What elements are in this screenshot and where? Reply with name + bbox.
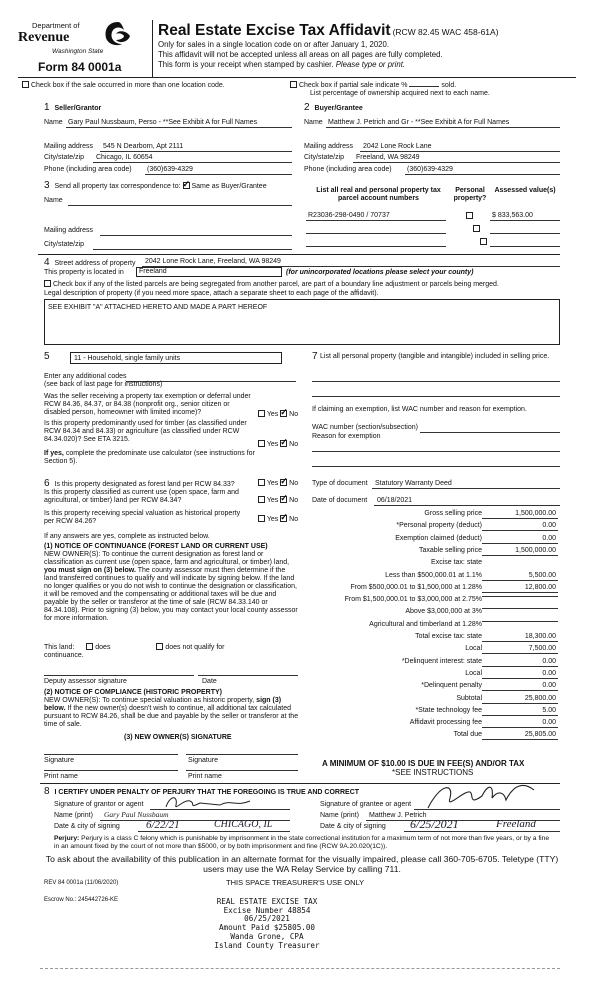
s5-q2-answer <box>258 440 298 449</box>
seller-name-label: Name <box>44 119 63 126</box>
dor-swirl-icon <box>102 20 134 48</box>
personal-property-checkbox[interactable] <box>480 238 487 245</box>
owner-signature-line-1[interactable] <box>44 754 178 755</box>
reason-line1[interactable] <box>312 451 560 452</box>
perjury-label: Perjury: <box>54 835 80 842</box>
stamp-line-3: 06/25/2021 <box>244 914 290 924</box>
new-owner-signature-title: (3) NEW OWNER(S) SIGNATURE <box>124 734 232 741</box>
reason-line2[interactable] <box>312 466 560 467</box>
certify-label: I CERTIFY UNDER PENALTY OF PERJURY THAT THE FOREGOING IS TRUE AND CORRECT <box>54 789 360 796</box>
deputy-signature-label: Deputy assessor signature <box>44 678 127 685</box>
s5-q1-no[interactable] <box>280 410 287 417</box>
doc-date-field[interactable]: 06/18/2021 <box>377 497 413 504</box>
notice-continuance-title: (1) NOTICE OF CONTINUANCE (FOREST LAND OR CURRENT USE) <box>44 543 268 550</box>
calc-label: Total due <box>453 731 482 738</box>
grantor-name-label: Name (print) <box>54 812 93 819</box>
buyer-name-label: Name <box>304 119 323 126</box>
seller-phone-label: Phone (including area code) <box>44 166 132 173</box>
owner-print-label-2: Print name <box>188 773 222 780</box>
header-sub3: This form is your receipt when stamped by cashier. <box>158 60 334 69</box>
grantee-signature-scrawl <box>424 780 544 812</box>
parcel-header: List all real and personal property tax parcel account numbers <box>316 187 441 203</box>
partial-sale-row <box>290 81 456 90</box>
personal-property-line2[interactable] <box>312 396 560 397</box>
calc-label: Less than $500,000.01 at 1.1% <box>385 572 482 579</box>
corr-mail-label: Mailing address <box>44 227 94 234</box>
yes-label: Yes <box>266 411 279 418</box>
corr-city-label: City/state/zip <box>44 241 85 248</box>
calc-label: From $1,500,000.01 to $3,000,000 at 2.75% <box>344 596 482 603</box>
no-label: No <box>289 411 299 418</box>
partial-sale-label: Check box if partial sale indicate % <box>298 82 408 89</box>
seller-name-line <box>66 127 292 128</box>
additional-codes-label: Enter any additional codes <box>44 373 127 380</box>
corr-city-line[interactable] <box>93 249 292 250</box>
partial-sale-percent-field[interactable] <box>409 86 439 87</box>
land-use-select[interactable] <box>70 352 282 364</box>
multi-location-label: Check box if the sale occurred in more than one location code. <box>30 82 225 89</box>
page-bottom-rule <box>40 968 560 969</box>
buyer-heading-row <box>304 102 363 114</box>
buyer-phone-label: Phone (including area code) <box>304 166 392 173</box>
wac-line[interactable] <box>420 432 560 433</box>
land-does-checkbox[interactable] <box>86 643 93 650</box>
calc-value[interactable]: 7,500.00 <box>482 645 558 654</box>
calc-label: Exemption claimed (deduct) <box>395 535 482 542</box>
s5-q2: Is this property predominantly used for timber (as classified under RCW 84.34 and 84.33) or agriculture (as classified under RCW 84.34.020)? See ETA 3215. <box>44 420 247 444</box>
partial-sale-line2: List percentage of ownership acquired next to each name. <box>310 90 490 97</box>
calc-value[interactable] <box>482 608 558 609</box>
location-select[interactable] <box>136 267 282 277</box>
calc-label: *Delinquent interest: state <box>401 658 482 665</box>
partial-sale-checkbox[interactable] <box>290 81 297 88</box>
calc-value[interactable]: 25,800.00 <box>482 695 558 704</box>
assessed-value-line <box>490 220 560 221</box>
form-number: Form 84 0001a <box>38 60 122 74</box>
grantor-date-field[interactable]: 6/22/21 <box>146 819 180 831</box>
deputy-date-line[interactable] <box>198 675 298 676</box>
calc-value[interactable]: 0.00 <box>482 658 558 667</box>
section-3-label: Send all property tax correspondence to: <box>54 183 181 190</box>
grantor-date-label: Date & city of signing <box>54 823 120 830</box>
stamp-line-6: Island County Treasurer <box>214 940 320 950</box>
stamp-line-5: Wanda Grone, CPA <box>230 931 304 941</box>
calc-label: *Personal property (deduct) <box>396 522 482 529</box>
seller-mail-field[interactable]: 545 N Dearborn, Apt 2111 <box>103 143 184 150</box>
header-sub2: This affidavit will not be accepted unless all areas on all pages are fully completed. <box>158 50 443 59</box>
yes-label: Yes <box>266 497 279 504</box>
s6-q1-answer <box>258 479 298 488</box>
buyer-mail-label: Mailing address <box>304 143 354 150</box>
location-select-value: Freeland <box>139 268 167 275</box>
corr-mail-line[interactable] <box>100 235 292 236</box>
assessed-value-line <box>490 246 560 247</box>
buyer-phone-line <box>405 174 560 175</box>
s5-q2-yes[interactable] <box>258 440 265 447</box>
grantee-date-field[interactable]: 6/25/2021 <box>410 817 459 831</box>
buyer-city-line <box>353 162 560 163</box>
section-4-number: 4 <box>44 257 50 268</box>
yes-label: Yes <box>266 441 279 448</box>
section-5-number: 5 <box>44 351 50 362</box>
perjury-text: Perjury is a class C felony which is punishable by imprisonment in the state correctional institution for a maximum term of not more than five years, or by a fine in an amount fixed by the court of not more than $5000, or by both imprisonment and fine (RCW 9A.20.020(1C)). <box>54 835 550 850</box>
s6-q2-yes[interactable] <box>258 496 265 503</box>
legal-description-value: SEE EXHIBIT "A" ATTACHED HERETO AND MADE A PART HEREOF <box>48 304 268 311</box>
no-label: No <box>289 441 299 448</box>
section-1-number: 1 <box>44 102 50 113</box>
personal-property-line1[interactable] <box>312 381 560 382</box>
if-yes-text: complete the predominate use calculator (see instructions for Section 5). <box>44 450 255 466</box>
buyer-city-field[interactable]: Freeland, WA 98249 <box>356 154 420 161</box>
treasurer-stamp <box>192 898 342 950</box>
personal-property-checkbox[interactable] <box>473 225 480 232</box>
buyer-name-line <box>326 127 560 128</box>
section-4-rule <box>38 254 560 255</box>
s6-q2: Is this property classified as current use (open space, farm and agricultural, or timber) land per RCW 84.34? <box>44 489 239 505</box>
doc-date-label: Date of document <box>312 497 368 504</box>
seller-city-field[interactable]: Chicago, IL 60654 <box>96 154 153 161</box>
parcel-line <box>306 233 446 234</box>
no-label: No <box>289 480 299 487</box>
calc-label: Excise tax: state <box>431 559 482 566</box>
same-as-buyer-label: Same as Buyer/Grantee <box>191 183 267 190</box>
s6-ifany: If any answers are yes, complete as instructed below. <box>44 533 210 540</box>
buyer-heading: Buyer/Grantee <box>314 105 363 112</box>
multi-location-row <box>22 81 225 90</box>
seller-name-field[interactable]: Gary Paul Nussbaum, Perso - **See Exhibit A for Full Names <box>68 119 258 126</box>
same-as-buyer-checkbox[interactable] <box>183 182 190 189</box>
grantor-city-field[interactable]: CHICAGO, IL <box>214 819 273 830</box>
this-land-row <box>44 643 225 652</box>
segregated-row <box>44 280 499 289</box>
calc-value[interactable]: 0.00 <box>482 670 558 679</box>
s5-q1: Was the seller receiving a property tax exemption or deferral under RCW 84.36, 84.37, or 84.38 (nonprofit org., senior citizen or disabled person, homeowner with limited income)? <box>44 393 251 417</box>
seller-phone-field[interactable]: (360)639-4329 <box>147 166 193 173</box>
partial-sale-sold: sold. <box>441 82 457 89</box>
calc-label: Local <box>465 670 482 677</box>
s6-q1-row <box>44 478 235 490</box>
this-land-label: This land: <box>44 644 75 651</box>
located-label: This property is located in <box>44 269 124 276</box>
grantee-date-label: Date & city of signing <box>320 823 386 830</box>
corr-name-line[interactable] <box>68 205 292 206</box>
seller-mail-label: Mailing address <box>44 143 94 150</box>
header-rule <box>18 77 576 78</box>
seller-city-label: City/state/zip <box>44 154 85 161</box>
grantee-name-field[interactable]: Matthew J. Petrich <box>369 812 427 819</box>
s5-q1-answer <box>258 410 298 419</box>
notice-compliance-a: NEW OWNER(S): To continue special valuation as historic property, <box>44 697 255 704</box>
if-yes-label: If yes, <box>44 450 64 457</box>
notice-compliance-b: sign (3) below. <box>44 697 282 713</box>
deputy-date-label: Date <box>202 678 217 685</box>
section-3-number: 3 <box>44 180 50 191</box>
minimum-fee-note: A MINIMUM OF $10.00 IS DUE IN FEE(S) AND/OR TAX <box>322 759 525 768</box>
section-3-row <box>44 180 267 192</box>
s6-q3-answer <box>258 515 298 524</box>
wac-label: WAC number (section/subsection) <box>312 424 418 431</box>
assessed-value-field[interactable]: $ 833,563.00 <box>492 212 533 219</box>
s6-q3: Is this property receiving special valuation as historical property per RCW 84.26? <box>44 510 241 526</box>
see-instructions: *SEE INSTRUCTIONS <box>392 768 474 777</box>
segregated-checkbox[interactable] <box>44 280 51 287</box>
calc-label: *State technology fee <box>415 707 482 714</box>
notice-compliance-c: If the new owner(s) doesn't wish to continue, all additional tax calculated pursuant to RCW 84.26, shall be due and payable by the seller or transferor at the time of sale. <box>44 705 299 729</box>
doc-type-field[interactable]: Statutory Warranty Deed <box>375 480 452 487</box>
continuance-label: continuance. <box>44 652 84 659</box>
s5-q2-note <box>44 450 274 466</box>
calc-label: Local <box>465 645 482 652</box>
s6-q1-yes[interactable] <box>258 479 265 486</box>
section-8-number: 8 <box>44 786 50 797</box>
calc-value[interactable]: 1,500,000.00 <box>482 510 558 519</box>
section-6-number: 6 <box>44 478 50 489</box>
notice-continuance-b: you must sign on (3) below. <box>44 567 136 575</box>
calc-value[interactable]: 5.00 <box>482 707 558 716</box>
dor-logo <box>18 22 136 62</box>
calc-value[interactable]: 0.00 <box>482 719 558 728</box>
s6-q3-no[interactable] <box>280 515 287 522</box>
land-use-value: 11 - Household, single family units <box>74 355 181 362</box>
personal-property-checkbox[interactable] <box>466 212 473 219</box>
s6-q1-no[interactable] <box>280 479 287 486</box>
buyer-phone-field[interactable]: (360)639-4329 <box>407 166 453 173</box>
calc-label: Affidavit processing fee <box>409 719 482 726</box>
buyer-mail-line <box>360 151 560 152</box>
header-divider <box>152 20 153 78</box>
calc-value[interactable]: 12,800.00 <box>482 584 558 593</box>
s6-q2-no[interactable] <box>280 496 287 503</box>
land-does-label: does <box>95 644 111 651</box>
calc-label: From $500,000.01 to $1,500,000 at 1.28% <box>350 584 482 591</box>
seller-heading: Seller/Grantor <box>54 105 102 112</box>
s5-q1-yes[interactable] <box>258 410 265 417</box>
doc-type-line <box>372 488 560 489</box>
grantee-signature-label: Signature of grantee or agent <box>320 801 412 808</box>
header-sub3b: Please type or print. <box>335 60 406 69</box>
dept-line1: Department of <box>32 21 80 30</box>
stamp-line-4: Amount Paid $25805.00 <box>218 923 315 933</box>
calc-value[interactable]: 1,500,000.00 <box>482 547 558 556</box>
buyer-name-field[interactable]: Matthew J. Petrich and Gr - **See Exhibit A for Full Names <box>328 119 510 126</box>
assessed-value-line <box>490 233 560 234</box>
exemption-label: If claiming an exemption, list WAC number and reason for exemption. <box>312 406 527 413</box>
form-title-row <box>158 22 499 40</box>
header-sub1: Only for sales in a single location code on or after January 1, 2020. <box>158 40 390 49</box>
section-2-number: 2 <box>304 102 310 113</box>
grantor-signature-label: Signature of grantor or agent <box>54 801 144 808</box>
street-label: Street address of property <box>54 260 136 267</box>
stamp-line-2: Excise Number 48854 <box>223 905 311 915</box>
calc-value[interactable] <box>482 621 558 622</box>
street-field[interactable]: 2042 Lone Rock Lane, Freeland, WA 98249 <box>145 258 281 265</box>
section-7-label: List all personal property (tangible and intangible) included in selling price. <box>320 353 550 360</box>
seller-heading-row <box>44 102 101 114</box>
owner-print-line-1[interactable] <box>44 770 178 771</box>
grantor-name-field[interactable]: Gary Paul Nussbaum <box>104 810 169 819</box>
land-does-not-checkbox[interactable] <box>156 643 163 650</box>
dept-line3: Washington State <box>52 48 104 55</box>
parcel-number-field[interactable]: R23036-298-0490 / 70737 <box>308 212 390 219</box>
form-title: Real Estate Excise Tax Affidavit <box>158 22 391 39</box>
deputy-signature-line[interactable] <box>44 675 194 676</box>
multi-location-checkbox[interactable] <box>22 81 29 88</box>
legal-label: Legal description of property (if you need more space, attach a separate sheet to each page of the affidavit). <box>44 290 379 297</box>
s5-q2-no[interactable] <box>280 440 287 447</box>
street-row <box>44 257 135 269</box>
s6-q2-answer <box>258 496 298 505</box>
legal-description-box[interactable] <box>44 299 560 345</box>
form-title-ref: (RCW 82.45 WAC 458-61A) <box>392 27 499 37</box>
calc-value[interactable]: 5,500.00 <box>482 572 558 581</box>
calc-label: Above $3,000,000 at 3% <box>405 608 482 615</box>
owner-signature-line-2[interactable] <box>186 754 298 755</box>
calc-label: *Delinquent penalty <box>421 682 482 689</box>
seller-mail-line <box>100 151 292 152</box>
parcel-line <box>306 220 446 221</box>
owner-print-label-1: Print name <box>44 773 78 780</box>
notice-continuance-a: NEW OWNER(S): To continue the current designation as forest land or classification as current use (open space, farm and agricultural, or timber) land, <box>44 551 290 567</box>
grantee-name-label: Name (print) <box>320 812 359 819</box>
located-note: (for unincorporated locations please select your county) <box>286 269 474 276</box>
corr-name-label: Name <box>44 197 63 204</box>
alt-format-note: To ask about the availability of this publication in an alternate format for the visually impaired, please call 360-705-6705. Teletype (TTY) users may use the WA Relay Service by calling 711. <box>45 854 559 875</box>
no-label: No <box>289 516 299 523</box>
reason-label: Reason for exemption <box>312 433 381 440</box>
yes-label: Yes <box>266 516 279 523</box>
doc-type-label: Type of document <box>312 480 368 487</box>
seller-city-line <box>93 162 292 163</box>
no-label: No <box>289 497 299 504</box>
notice-continuance-text <box>44 551 300 623</box>
notice-compliance-title: (2) NOTICE OF COMPLIANCE (HISTORIC PROPERTY) <box>44 689 222 696</box>
owner-signature-label-1: Signature <box>44 757 74 764</box>
personal-property-header: Personal property? <box>453 187 487 203</box>
treasurer-use-label: THIS SPACE TREASURER'S USE ONLY <box>226 878 365 887</box>
calc-label: Subtotal <box>456 695 482 702</box>
dept-line2: Revenue <box>18 30 70 45</box>
calc-value[interactable]: 18,300.00 <box>482 633 558 642</box>
calc-value[interactable]: 0.00 <box>482 682 558 691</box>
stamp-line-1: REAL ESTATE EXCISE TAX <box>216 897 318 906</box>
parcel-line <box>306 246 446 247</box>
yes-label: Yes <box>266 480 279 487</box>
calc-value[interactable]: 0.00 <box>482 535 558 544</box>
calc-label: Total excise tax: state <box>415 633 482 640</box>
calc-value[interactable] <box>482 596 558 597</box>
doc-date-line <box>374 505 560 506</box>
calc-value[interactable]: 25,805.00 <box>482 731 558 740</box>
calc-value[interactable]: 0.00 <box>482 522 558 531</box>
revision-label: REV 84 0001a (11/06/2020) <box>44 880 119 886</box>
assessed-value-header: Assessed value(s) <box>494 187 556 194</box>
land-does-not-label: does not qualify for <box>165 644 225 651</box>
grantee-city-field[interactable]: Freeland <box>496 818 536 830</box>
notice-continuance-c: The county assessor must then determine if the land transferred continues to qualify and will indicate by signing below. If the land no longer qualifies or you do not wish to continue the designation or classification, it will be removed and the compensating or additional taxes will be due and payable by the seller or transferor at the time of sale (RCW 84.33.140 or 84.34.108). Prior to signing (3) below, you may contact your local county assessor for more information. <box>44 567 298 623</box>
owner-signature-label-2: Signature <box>188 757 218 764</box>
escrow-number: Escrow No.: 245442726-KE <box>44 897 119 903</box>
additional-codes-note: (see back of last page for instructions) <box>44 381 163 388</box>
grantor-signature-scrawl <box>160 793 260 813</box>
notice-compliance-text <box>44 697 300 729</box>
perjury-note <box>54 835 554 850</box>
seller-phone-line <box>145 174 292 175</box>
calc-label: Agricultural and timberland at 1.28% <box>369 621 482 628</box>
calc-label: Gross selling price <box>424 510 482 517</box>
buyer-mail-field[interactable]: 2042 Lone Rock Lane <box>363 143 432 150</box>
s6-q1: Is this property designated as forest land per RCW 84.33? <box>54 481 235 488</box>
calc-label: Taxable selling price <box>418 547 482 554</box>
segregated-label: Check box if any of the listed parcels are being segregated from another parcel, are part of a boundary line adjustment or parcels being merged. <box>52 281 499 288</box>
owner-print-line-2[interactable] <box>186 770 298 771</box>
header-sub3-row <box>158 61 405 70</box>
buyer-city-label: City/state/zip <box>304 154 345 161</box>
s6-q3-yes[interactable] <box>258 515 265 522</box>
section-7-number: 7 <box>312 351 318 362</box>
